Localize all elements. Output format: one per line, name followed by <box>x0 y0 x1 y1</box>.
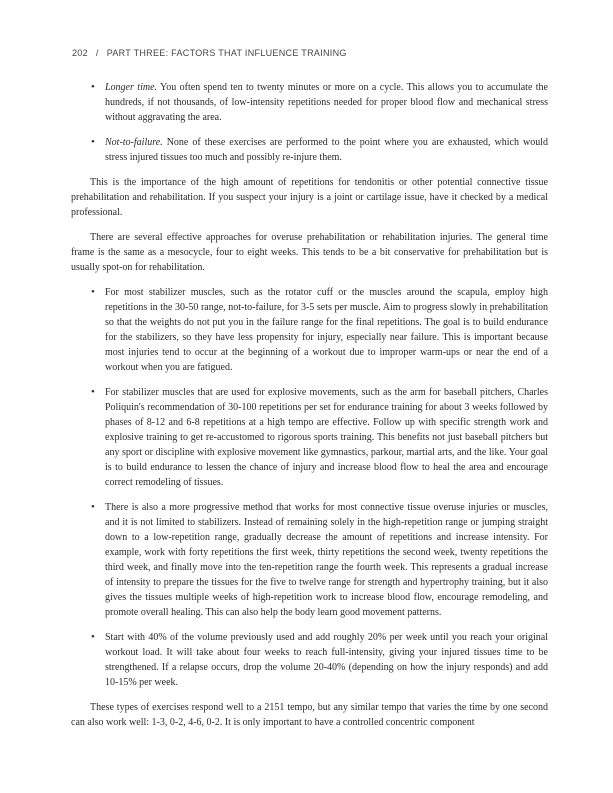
running-title: PART THREE: FACTORS THAT INFLUENCE TRAINING <box>106 48 347 58</box>
bullet-text: You often spend ten to twenty minutes or more on a cycle. This allows you to accumulate the hundreds, if not thousands, of low-intensity repetitions needed for proper blood flow and mechanical stress without aggravating the area. <box>105 82 548 123</box>
list-item: • For stabilizer muscles that are used for explosive movements, such as the arm for baseball pitchers, Charles Poliquin's recommendation of 30-100 repetitions per set for endurance training for about 3 weeks followed by phases of 8-12 and 6-8 repetitions at a high tempo are effective. Follow up with specific strength work and explosive training to get re-accustomed to rigorous sports training. This benefits not just baseball pitchers but any sport or discipline with explosive movement like gymnastics, parkour, martial arts, and the like. Your goal is to build endurance to lessen the chance of injury and increase blood flow to heal the area and encourage correct remodeling of tissues. <box>105 385 548 490</box>
paragraph: There are several effective approaches for overuse prehabilitation or rehabilitation injuries. The general time frame is the same as a mesocycle, four to eight weeks. This tends to be a bit conservative for prehabilitation but is usually spot-on for rehabilitation. <box>71 232 548 273</box>
bullet-text: None of these exercises are performed to the point where you are exhausted, which would stress injured tissues too much and possibly re-injure them. <box>105 137 548 163</box>
page-number: 202 <box>72 48 88 58</box>
header-separator: / <box>95 48 99 58</box>
bullet-term: Longer time. <box>105 82 158 93</box>
paragraph: This is the importance of the high amount of repetitions for tendonitis or other potential connective tissue prehabilitation and rehabilitation. If you suspect your injury is a joint or cartilage issue, have it checked by a medical professional. <box>71 177 548 218</box>
list-item: • Start with 40% of the volume previously used and add roughly 20% per week until you reach your original workout load. It will take about four weeks to reach full-intensity, giving your injured tissues time to be strengthened. If a relapse occurs, drop the volume 20-40% (depending on how the injury responds) and add 10-15% per week. <box>105 630 548 690</box>
bullet-term: Not-to-failure. <box>105 137 163 148</box>
top-bullet-list <box>71 80 548 165</box>
list-item <box>105 80 548 125</box>
list-item: • There is also a more progressive method that works for most connective tissue overuse injuries or muscles, and it is not limited to stabilizers. Instead of remaining solely in the high-repetition range or jumping straight down to a low-repetition range, gradually decrease the amount of repetitions and increase intensity. For example, work with forty repetitions the first week, thirty repetitions the second week, twenty repetitions the third week, and finally move into the ten-repetition range the fourth week. This represents a gradual increase of intensity to prepare the tissues for the five to twelve range for strength and hypertrophy training, but it also gives the tissues multiple weeks of high-repetition work to increase blood flow, encourage remodeling, and promote overall healing. This can also help the body learn good movement patterns. <box>105 500 548 620</box>
page-body <box>71 80 548 730</box>
running-header <box>72 48 347 58</box>
paragraph: These types of exercises respond well to a 2151 tempo, but any similar tempo that varies the time by one second can also work well: 1-3, 0-2, 4-6, 0-2. It is only important to have a controlled concentric component <box>71 702 548 728</box>
list-item: • For most stabilizer muscles, such as the rotator cuff or the muscles around the scapula, employ high repetitions in the 30-50 range, not-to-failure, for 3-5 sets per muscle. Aim to progress slowly in prehabilitation so that the weights do not put you in the failure range for the final repetitions. The goal is to build endurance for the stabilizers, so they have less propensity for injury, especially near failure. This is important because most injuries tend to occur at the beginning of a workout due to improper warm-ups or near the end of a workout when you are fatigued. <box>105 285 548 375</box>
list-item <box>105 135 548 165</box>
method-bullet-list <box>71 285 548 690</box>
